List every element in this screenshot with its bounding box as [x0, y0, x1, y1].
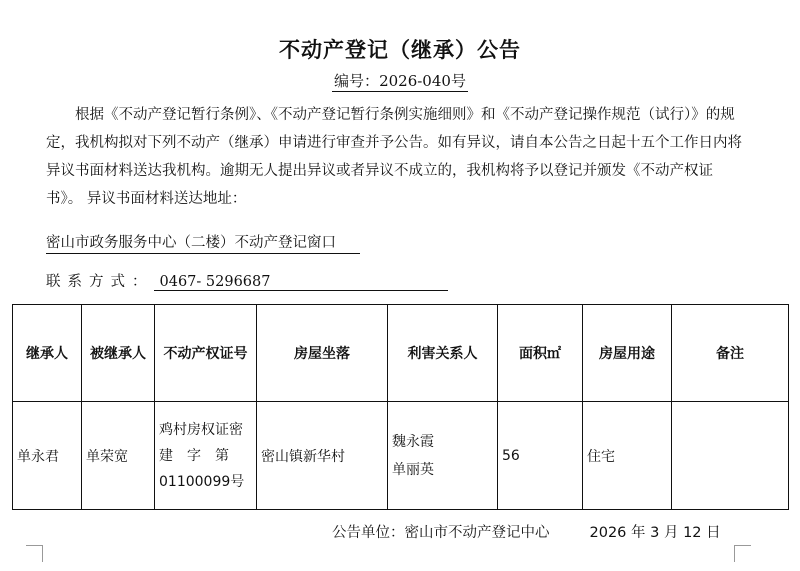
crop-mark-bottom-right: [734, 545, 751, 562]
interested-party-1: 魏永霞: [392, 433, 434, 450]
document-number-suffix: 号: [450, 72, 466, 90]
cert-no-line-2: 建字第: [159, 447, 243, 464]
cell-remark: [672, 402, 789, 510]
notice-footer: [332, 521, 721, 542]
notice-body: 根据《不动产登记暂行条例》、《不动产登记暂行条例实施细则》和《不动产登记操作规范（试行）》的规定，我机构拟对下列不动产（继承）申请进行审查并予公告。如有异议，请自本公告之日起十五个工作日内将异议书面材料送达我机构。逾期无人提出异议或者异议不成立的，我机构将予以登记并颁发《不动产权证书》。 异议书面材料送达地址：: [46, 107, 742, 207]
header-location: 房屋坐落: [257, 305, 388, 402]
header-area: 面积㎡: [498, 305, 583, 402]
contact-label: 联系方式：: [46, 274, 154, 290]
header-heir: 继承人: [13, 305, 82, 402]
registration-table: [12, 304, 789, 510]
contact-info: [46, 270, 448, 291]
document-number-label: 编号：: [334, 72, 380, 90]
cell-decedent: 单荣宽: [82, 402, 155, 510]
contact-phone: 0467- 5296687: [154, 274, 448, 291]
cell-area: 56: [498, 402, 583, 510]
header-interested-parties: 利害关系人: [388, 305, 498, 402]
table-header-row: [13, 305, 789, 402]
interested-party-2: 单丽英: [392, 461, 434, 478]
cert-no-line-3: 01100099号: [159, 473, 245, 490]
document-number-value: 2026-040: [379, 72, 451, 90]
cell-usage: 住宅: [583, 402, 672, 510]
notice-date: 2026 年 3 月 12 日: [589, 525, 721, 541]
header-remark: 备注: [672, 305, 789, 402]
table-row: [13, 402, 789, 510]
objection-address: 密山市政务服务中心（二楼）不动产登记窗口: [46, 231, 360, 254]
issuer-name: 密山市不动产登记中心: [404, 525, 550, 541]
header-decedent: 被继承人: [82, 305, 155, 402]
cell-interested-parties: [388, 402, 498, 510]
crop-mark-bottom-left: [26, 545, 43, 562]
cell-location: 密山镇新华村: [257, 402, 388, 510]
cell-cert-no: [155, 402, 257, 510]
cell-heir: 单永君: [13, 402, 82, 510]
header-usage: 房屋用途: [583, 305, 672, 402]
header-cert-no: 不动产权证号: [155, 305, 257, 402]
document-number-underline: [332, 72, 468, 92]
notice-title: 不动产登记（继承）公告: [279, 38, 521, 62]
issuer-label: 公告单位：: [332, 525, 405, 541]
cert-no-line-1: 鸡村房权证密: [159, 421, 243, 438]
document-number: [0, 70, 800, 91]
